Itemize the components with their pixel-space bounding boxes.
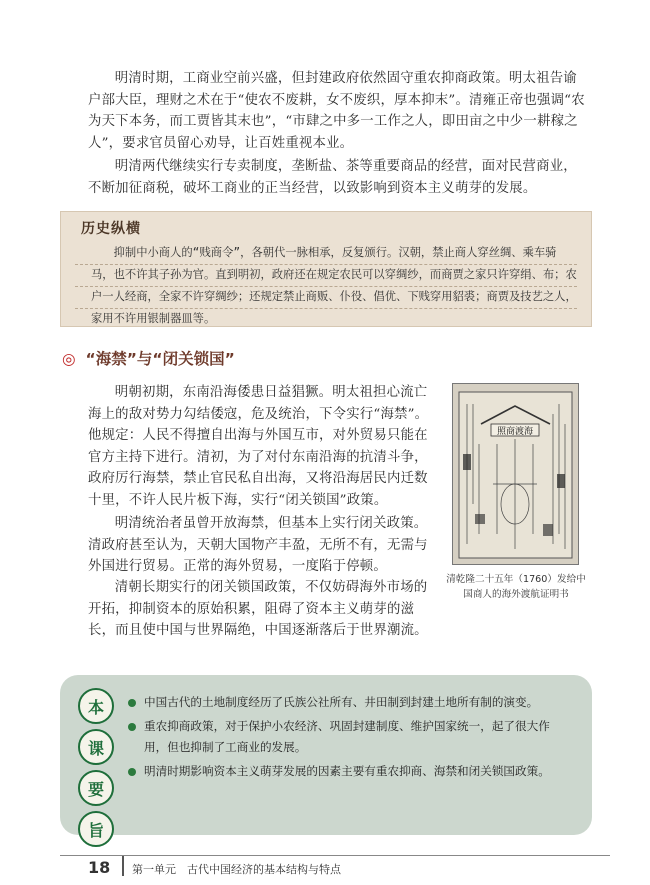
history-sidebar-box (60, 211, 592, 327)
summary-item: 明清时期影响资本主义萌芽发展的因素主要有重农抑商、海禁和闭关锁国政策。 (128, 761, 568, 783)
summary-heading-char: 旨 (78, 811, 114, 847)
paragraph-haijin: 明朝初期，东南沿海倭患日益猖獗。明太祖担心流亡海上的敌对势力勾结倭寇，危及统治，下令实行“海禁”。他规定：人民不得擅自出海与外国互市，对外贸易只能在官方主持下进行。清初，为了对付东南沿海的抗清斗争，政府厉行海禁，禁止官民私自出海，又将沿海居民内迁数十里，不许人民片板下海，实行“闭关锁国”政策。 (88, 385, 429, 508)
document-illustration (453, 384, 578, 564)
summary-heading-char: 课 (78, 729, 114, 765)
figure-caption: 清乾隆二十五年（1760）发给中国商人的海外渡航证明书 (446, 574, 586, 600)
footer-unit-title: 第一单元 古代中国经济的基本结构与特点 (132, 863, 341, 876)
summary-heading-char: 本 (78, 688, 114, 724)
section-heading-text: “海禁”与“闭关锁国” (85, 350, 235, 368)
page-number: 18 (88, 858, 111, 877)
section-marker-icon: ◎ (62, 350, 76, 368)
footer-rule (60, 855, 610, 856)
section-heading (62, 347, 522, 369)
history-box-text: 抑制中小商人的“贱商令”，各朝代一脉相承，反复颁行。汉朝，禁止商人穿丝绸、乘车骑马，也不许其子孙为官。直到明初，政府还在规定农民可以穿绸纱，而商贾之家只许穿绢、布；农户一人经商，全家不许穿绸纱；还规定禁止商贩、仆役、倡优、下贱穿用貂裘；商贾及技艺之人，家用不许用银制器皿等。 (91, 246, 577, 325)
summary-item: 重农抑商政策，对于保护小农经济、巩固封建制度、维护国家统一，起了很大作用，但也抑制了工商业的发展。 (128, 716, 568, 759)
paragraph-consequences: 清朝长期实行的闭关锁国政策，不仅妨碍海外市场的开拓，抑制资本的原始积累，阻碍了资本主义萌芽的滋长，而且使中国与世界隔绝，中国逐渐落后于世界潮流。 (88, 580, 428, 638)
paragraph-monopoly: 明清两代继续实行专卖制度，垄断盐、茶等重要商品的经营，面对民营商业，不断加征商税，破坏工商业的正当经营，以致影响到资本主义萌芽的发展。 (88, 159, 577, 196)
history-box-body (91, 242, 577, 330)
document-inscription: 照商渡海 (496, 427, 534, 437)
paragraph-closed-policy: 明清统治者虽曾开放海禁，但基本上实行闭关政策。清政府甚至认为，天朝大国物产丰盈，无所不有，无需与外国进行贸易。正常的海外贸易，一度陷于停顿。 (88, 516, 428, 574)
summary-list (128, 692, 568, 784)
summary-heading (78, 688, 114, 852)
summary-heading-char: 要 (78, 770, 114, 806)
summary-item: 中国古代的土地制度经历了氏族公社所有、井田制到封建土地所有制的演变。 (128, 692, 568, 714)
historical-document-image (452, 383, 579, 565)
history-box-title: 历史纵横 (81, 221, 141, 237)
paragraph-intro: 明清时期，工商业空前兴盛，但封建政府依然固守重农抑商政策。明太祖告谕户部大臣，理财之术在于“使农不废耕，女不废织，厚本抑末”。清雍正帝也强调“农为天下本务，而工贾皆其末也”，“市肆之中多一工作之人，即田亩之中少一耕稼之人”，要求官员留心劝导，让百姓重视本业。 (88, 71, 585, 151)
footer-divider (122, 856, 124, 876)
